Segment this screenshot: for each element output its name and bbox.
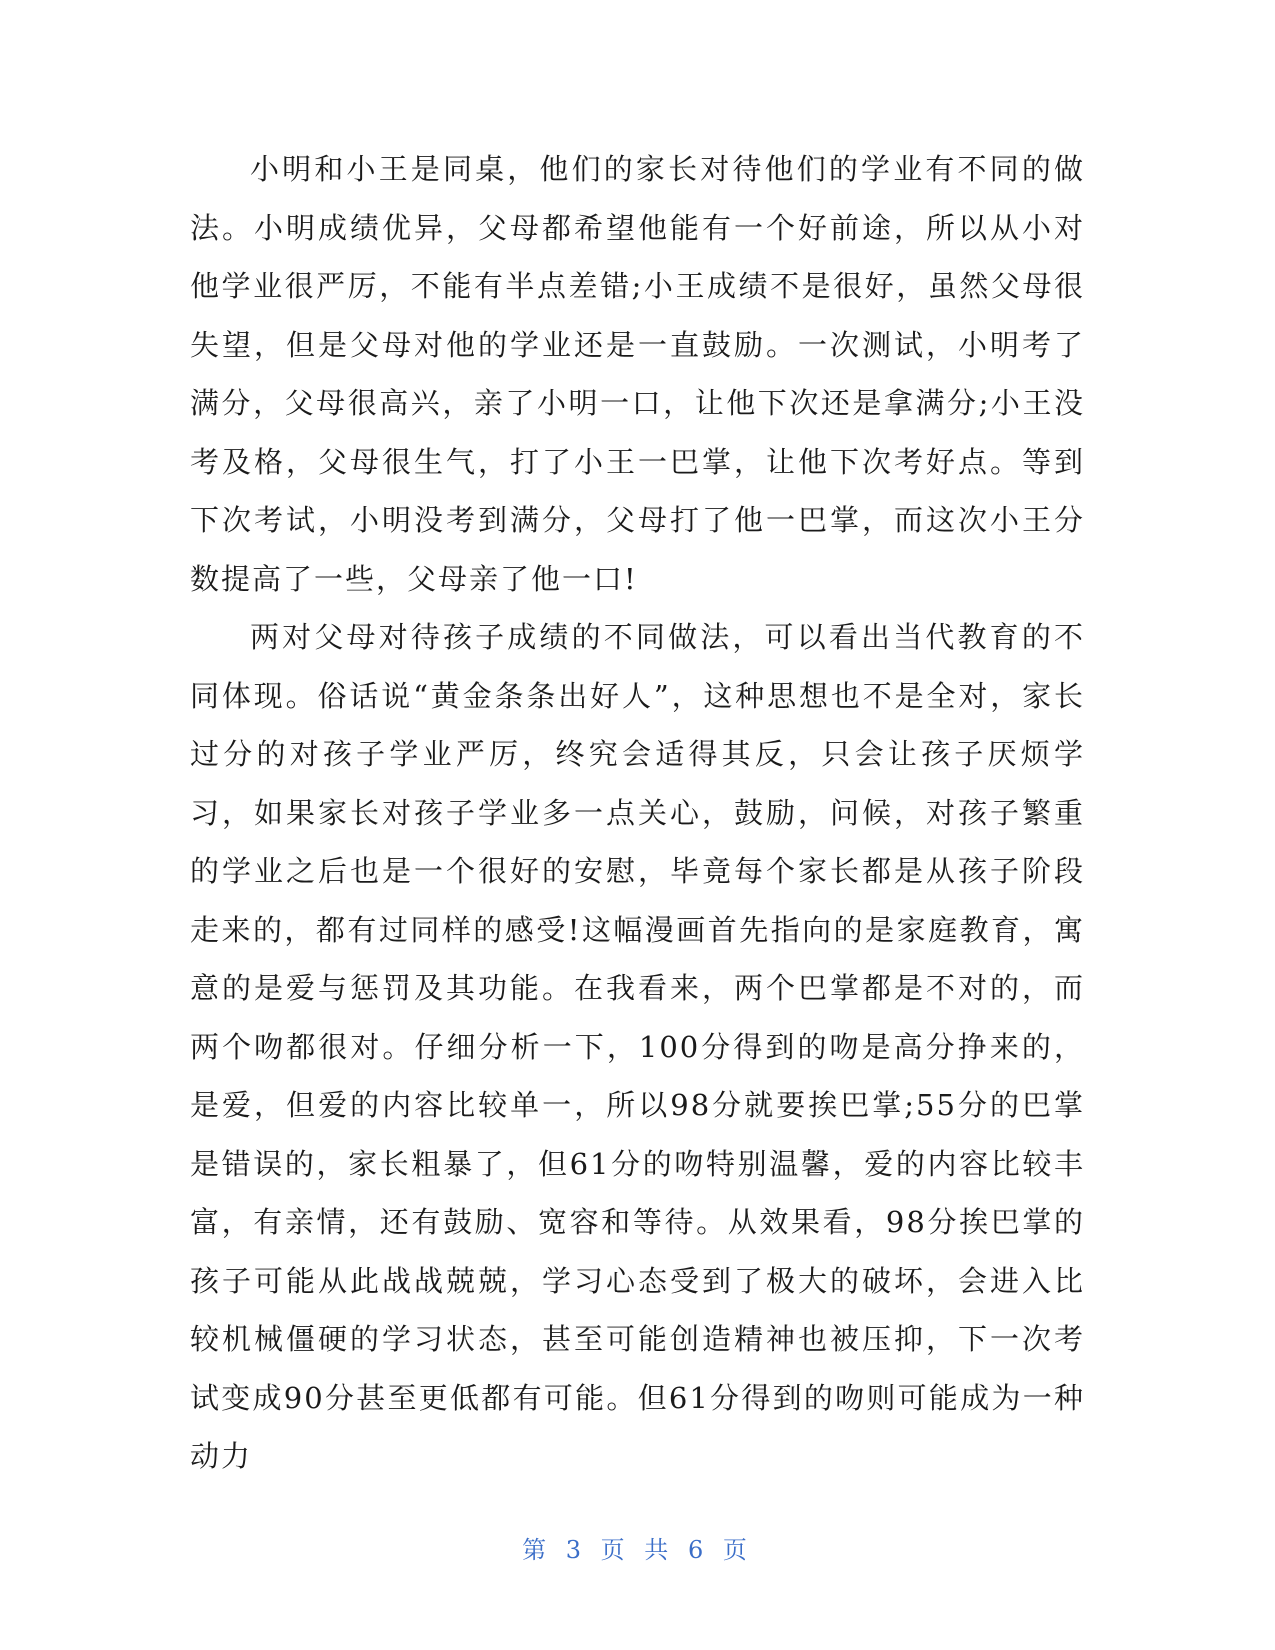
- paragraph-1: 小明和小王是同桌，他们的家长对待他们的学业有不同的做法。小明成绩优异，父母都希望他能有一个好前途，所以从小对他学业很严厉，不能有半点差错;小王成绩不是很好，虽然父母很失望，但是父母对他的学业还是一直鼓励。一次测试，小明考了满分，父母很高兴，亲了小明一口，让他下次还是拿满分;小王没考及格，父母很生气，打了小王一巴掌，让他下次考好点。等到下次考试，小明没考到满分，父母打了他一巴掌，而这次小王分数提高了一些，父母亲了他一口!: [190, 152, 1085, 596]
- page-number-footer: 第 3 页 共 6 页: [522, 1536, 753, 1564]
- paragraph-2: 两对父母对待孩子成绩的不同做法，可以看出当代教育的不同体现。俗话说“黄金条条出好人”，这种思想也不是全对，家长过分的对孩子学业严厉，终究会适得其反，只会让孩子厌烦学习，如果家长对孩子学业多一点关心，鼓励，问候，对孩子繁重的学业之后也是一个很好的安慰，毕竟每个家长都是从孩子阶段走来的，都有过同样的感受!这幅漫画首先指向的是家庭教育，寓意的是爱与惩罚及其功能。在我看来，两个巴掌都是不对的，而两个吻都很对。仔细分析一下，100分得到的吻是高分挣来的，是爱，但爱的内容比较单一，所以98分就要挨巴掌;55分的巴掌是错误的，家长粗暴了，但61分的吻特别温馨，爱的内容比较丰富，有亲情，还有鼓励、宽容和等待。从效果看，98分挨巴掌的孩子可能从此战战兢兢，学习心态受到了极大的破坏，会进入比较机械僵硬的学习状态，甚至可能创造精神也被压抑，下一次考试变成90分甚至更低都有可能。但61分得到的吻则可能成为一种动力: [190, 620, 1085, 1473]
- document-body: [190, 140, 1085, 1486]
